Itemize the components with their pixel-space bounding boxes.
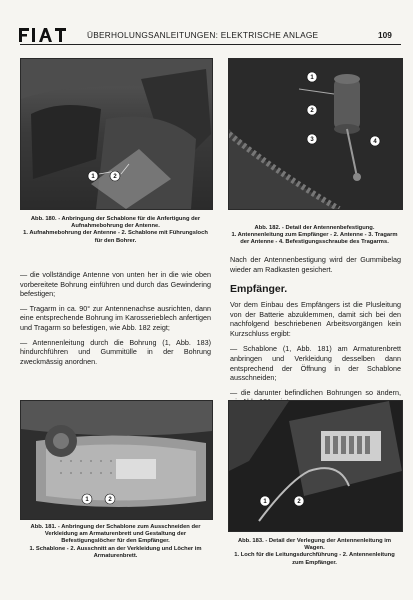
figure-182-callout-4: 4	[373, 139, 377, 146]
right-intro-text: Nach der Antennenbestigung wird der Gummibelag wieder am Radkasten gesichert.	[230, 255, 401, 274]
left-column-text	[20, 270, 211, 371]
figure-182-callout-3: 3	[310, 137, 314, 144]
figure-181-caption	[20, 524, 211, 560]
right-column-text	[230, 300, 401, 412]
figure-180-caption	[20, 216, 211, 245]
right-item-2: — die darunter befindlichen Bohrungen so ändern,	[230, 387, 401, 397]
figure-182-description: 1. Antennenleitung zum Empfänger - 2. Antenne - 3. Tragarm der Antenne - 4. Befestigungsschraube des Tragarms.	[231, 232, 398, 246]
figure-183-description: 1. Loch für die Leitungsdurchführung - 2. Antennenleitung zum Empfänger.	[234, 552, 395, 566]
figure-183-caption	[228, 538, 401, 567]
figure-183-title: Abb. 183. - Detail der Verlegung der Antennenleitung im Wagen.	[237, 538, 392, 552]
figure-182-title: Abb. 182. - Detail der Antennenbefestigung.	[254, 225, 375, 231]
fiat-logo	[19, 27, 71, 43]
figure-180-description: 1. Aufnahmebohrung der Antenne - 2. Schablone mit Führungsloch für den Bohrer.	[23, 230, 208, 244]
figure-183-callout-2: 2	[297, 499, 301, 506]
section-heading-empfaenger: Empfänger.	[230, 283, 288, 295]
left-item-1: — die vollständige Antenne von unten her in die wie oben vorbereitete Bohrung einführen und durch das Gewindering befestigen;	[20, 270, 211, 299]
figure-180-callout-1: 1	[91, 174, 95, 181]
left-item-2: — Tragarm in ca. 90° zur Antennenachse ausrichten, dann eine entsprechende Bohrung im Karosserieblech anfertigen und Tragarm so befestigen, wie Abb. 182 zeigt;	[20, 303, 211, 332]
figure-180-title: Abb. 180. - Anbringung der Schablone für die Anfertigung der Aufnahmebohrung der Antenne.	[30, 216, 201, 230]
page-number: 109	[378, 30, 392, 40]
figure-183-callout-1: 1	[263, 499, 267, 506]
left-item-3: — Antennenleitung durch die Bohrung (1, Abb. 183) hindurchführen und Gummitülle in der Bohrung zweckmässig anordnen.	[20, 337, 211, 366]
figure-180-callout-2: 2	[113, 174, 117, 181]
figure-181-description: 1. Schablone - 2. Ausschnitt an der Verkleidung und Löcher im Armaturenbrett.	[29, 545, 202, 559]
header-rule	[20, 44, 401, 45]
figure-180-photo	[20, 58, 213, 210]
figure-181-title: Abb. 181. - Anbringung der Schablone zum Ausschneiden der Verkleidung am Armaturenbrett und Gestaltung der Befestigungslöcher für den Empfänger.	[30, 524, 201, 545]
figure-181-callout-2: 2	[108, 497, 112, 504]
fiat-logo-graphic	[19, 27, 71, 43]
figure-181-photo	[20, 400, 213, 520]
figure-182-callout-2: 2	[310, 108, 314, 115]
right-paragraph: Vor dem Einbau des Empfängers ist die Plusleitung von der Batterie abzuklemmen, damit sich bei den nachfolgend beschriebenen Arbeitsvorgängen kein Kurzschluss ergibt:	[230, 300, 401, 338]
figure-182-callout-1: 1	[310, 75, 314, 82]
figure-182-caption	[228, 225, 401, 247]
figure-182-photo	[228, 58, 403, 210]
figure-181-callout-1: 1	[85, 497, 89, 504]
page-header-title: ÜBERHOLUNGSANLEITUNGEN: ELEKTRISCHE ANLAGE	[87, 30, 319, 40]
right-column-intro	[230, 255, 401, 280]
figure-183-photo	[228, 400, 403, 532]
right-item-1: — Schablone (1, Abb. 181) am Armaturenbrett anbringen und Verkleidung desselben dann entsprechend der Öffnung in der Schablone ausschneiden;	[230, 344, 401, 383]
